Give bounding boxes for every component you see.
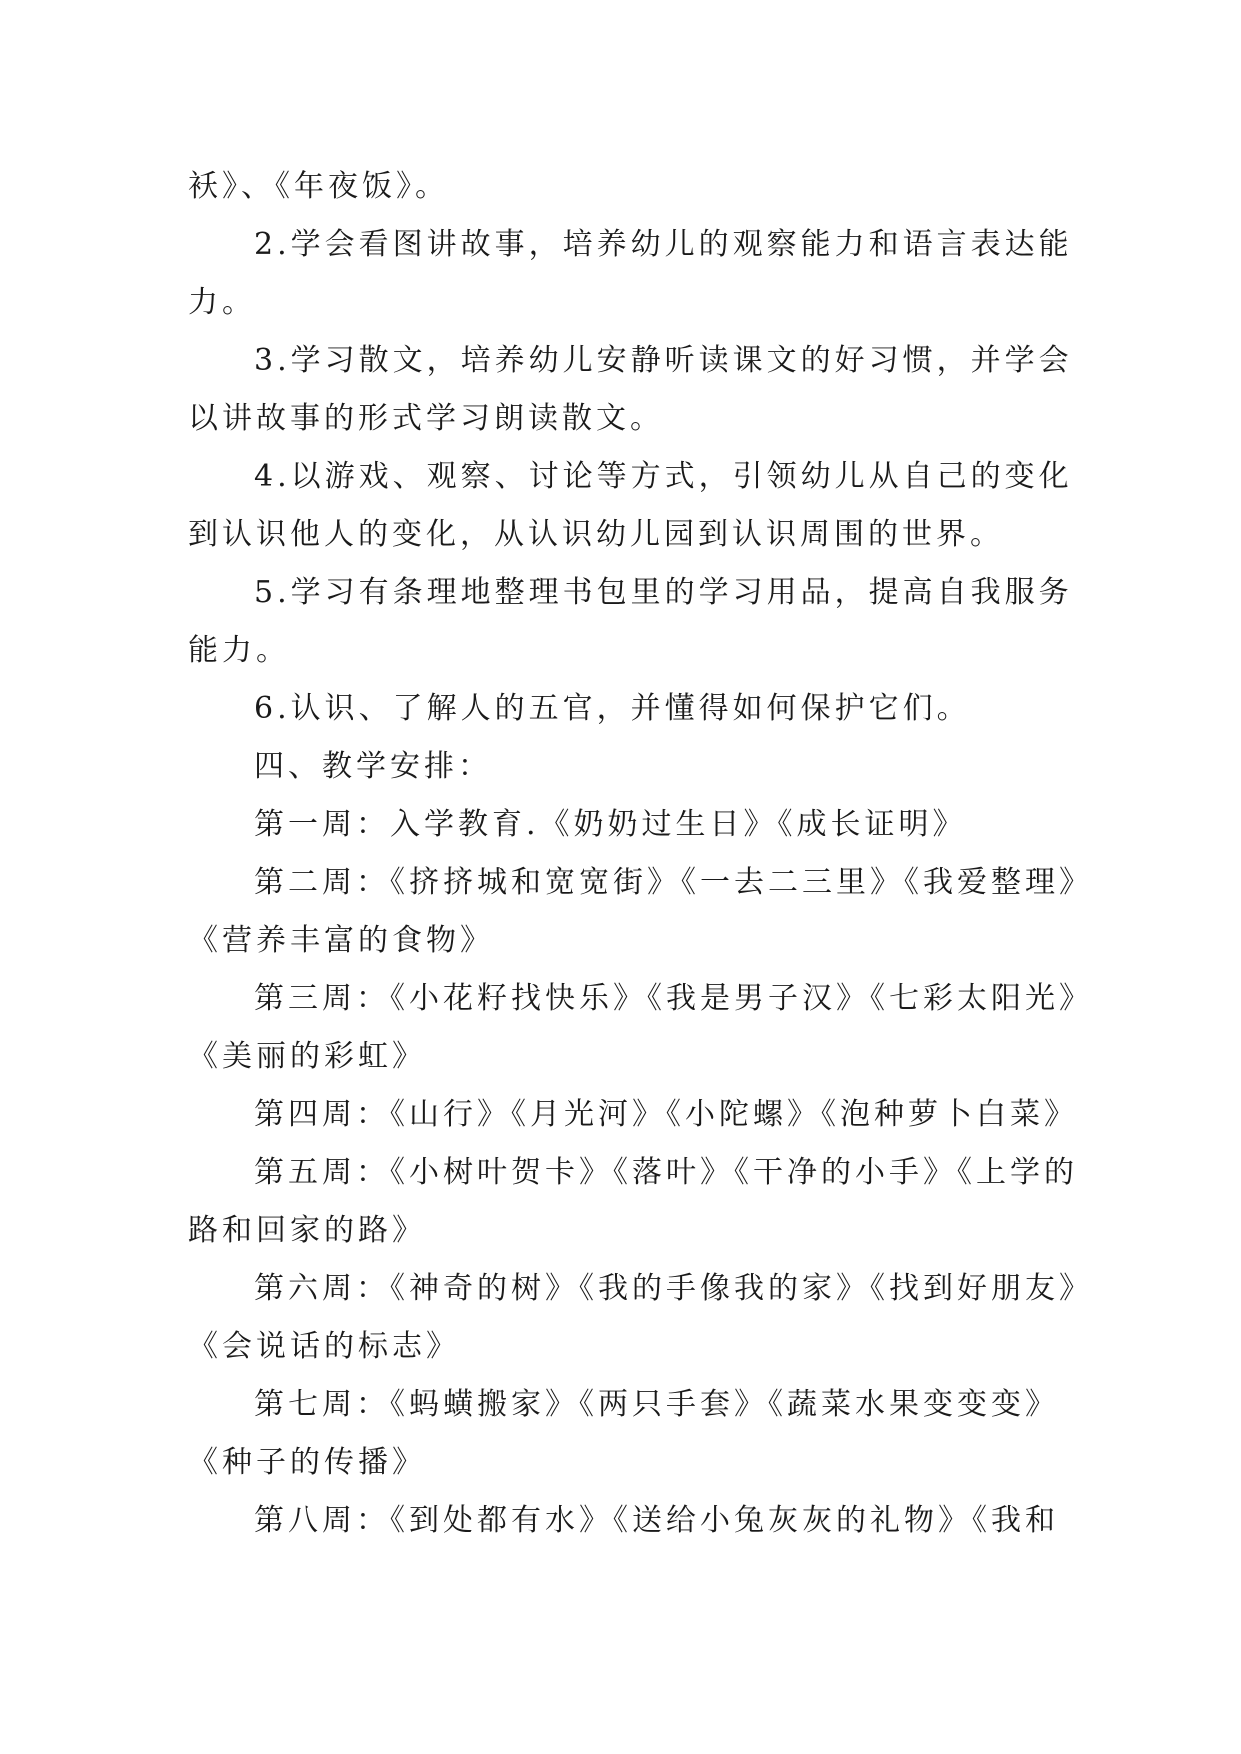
text-line: 《会说话的标志》 [188, 1329, 460, 1364]
text-line: 第五周：《小树叶贺卡》《落叶》《干净的小手》《上学的 [254, 1155, 1078, 1190]
text-line: 第一周：入学教育.《奶奶过生日》《成长证明》 [254, 807, 967, 842]
text-line: 4.以游戏、观察、讨论等方式，引领幼儿从自己的变化 [254, 459, 1073, 494]
text-line: 《种子的传播》 [188, 1445, 426, 1480]
text-line: 2.学会看图讲故事，培养幼儿的观察能力和语言表达能 [254, 227, 1073, 262]
text-line: 以讲故事的形式学习朗读散文。 [188, 401, 664, 436]
text-line: 《营养丰富的食物》 [188, 923, 494, 958]
text-line: 第二周：《挤挤城和宽宽街》《一去二三里》《我爱整理》 [254, 865, 1093, 900]
text-line: 第三周：《小花籽找快乐》《我是男子汉》《七彩太阳光》 [254, 981, 1093, 1016]
section-heading: 四、教学安排： [254, 749, 492, 784]
text-line: 第四周：《山行》《月光河》《小陀螺》《泡种萝卜白菜》 [254, 1097, 1078, 1132]
text-line: 力。 [188, 285, 256, 320]
text-line: 《美丽的彩虹》 [188, 1039, 426, 1074]
text-line: 袄》、《年夜饭》。 [188, 169, 449, 204]
text-line: 第八周：《到处都有水》《送给小兔灰灰的礼物》《我和 [254, 1503, 1059, 1538]
text-line: 3.学习散文，培养幼儿安静听读课文的好习惯，并学会 [254, 343, 1073, 378]
text-line: 第六周：《神奇的树》《我的手像我的家》《找到好朋友》 [254, 1271, 1093, 1306]
text-line: 6.认识、了解人的五官，并懂得如何保护它们。 [254, 691, 971, 726]
text-line: 到认识他人的变化，从认识幼儿园到认识周围的世界。 [188, 517, 1004, 552]
text-line: 能力。 [188, 633, 290, 668]
text-line: 5.学习有条理地整理书包里的学习用品，提高自我服务 [254, 575, 1073, 610]
text-line: 第七周：《蚂蟥搬家》《两只手套》《蔬菜水果变变变》 [254, 1387, 1059, 1422]
text-line: 路和回家的路》 [188, 1213, 426, 1248]
